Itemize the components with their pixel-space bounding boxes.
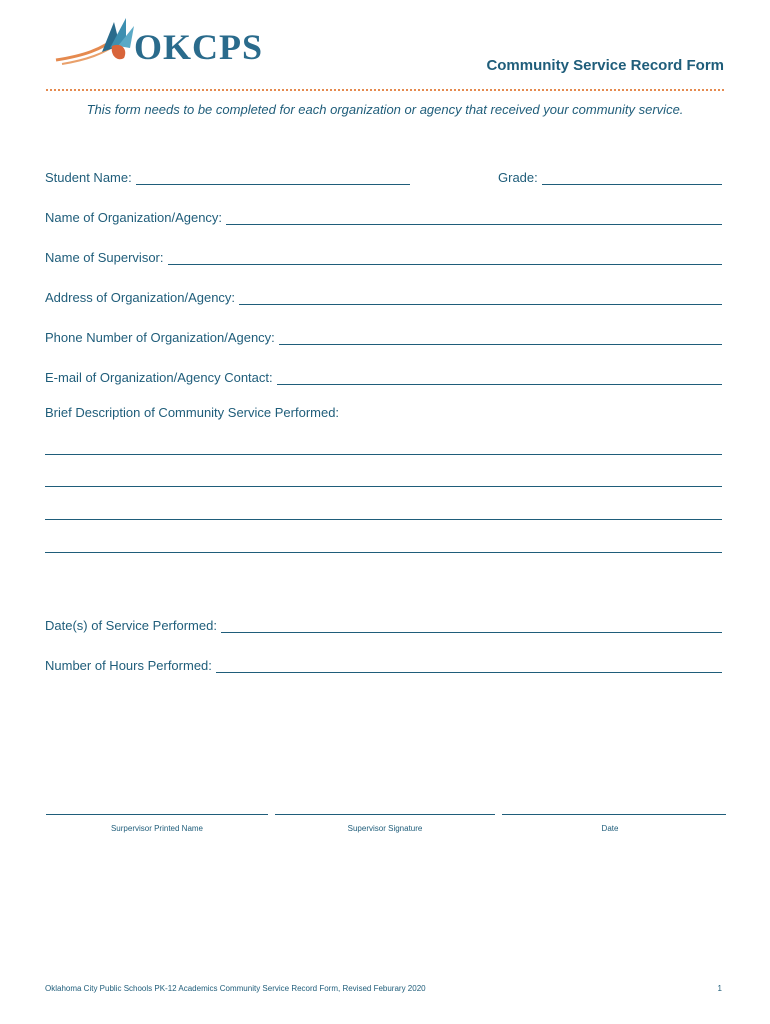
organization-email-input-line[interactable]	[277, 372, 722, 385]
organization-name-input-line[interactable]	[226, 212, 722, 225]
hours-performed-input-line[interactable]	[216, 660, 722, 673]
hours-performed-label: Number of Hours Performed:	[45, 658, 212, 673]
student-name-input-line[interactable]	[136, 172, 410, 185]
description-label: Brief Description of Community Service Performed:	[45, 405, 340, 420]
grade-field[interactable]	[498, 165, 722, 185]
organization-phone-label: Phone Number of Organization/Agency:	[45, 330, 275, 345]
date-line[interactable]	[502, 814, 726, 815]
organization-phone-input-line[interactable]	[279, 332, 722, 345]
header-divider	[46, 89, 724, 91]
student-name-field[interactable]	[45, 165, 410, 185]
dates-performed-input-line[interactable]	[221, 620, 722, 633]
organization-email-field[interactable]	[45, 365, 722, 385]
supervisor-name-input-line[interactable]	[168, 252, 723, 265]
bird-logo-icon	[52, 16, 142, 72]
form-instruction: This form needs to be completed for each organization or agency that received your community service.	[86, 102, 684, 117]
description-line-1[interactable]	[45, 454, 722, 455]
organization-address-input-line[interactable]	[239, 292, 722, 305]
organization-address-field[interactable]	[45, 285, 722, 305]
supervisor-signature-caption: Supervisor Signature	[347, 824, 423, 833]
supervisor-printed-name-line[interactable]	[46, 814, 268, 815]
organization-name-label: Name of Organization/Agency:	[45, 210, 223, 225]
page-number: 1	[717, 984, 722, 993]
form-title: Community Service Record Form	[486, 57, 724, 74]
date-caption: Date	[601, 824, 619, 833]
organization-email-label: E-mail of Organization/Agency Contact:	[45, 370, 273, 385]
organization-phone-field[interactable]	[45, 325, 722, 345]
grade-input-line[interactable]	[542, 172, 722, 185]
student-name-label: Student Name:	[45, 170, 132, 185]
footer-text: Oklahoma City Public Schools PK-12 Academics Community Service Record Form, Revised Feburary 2020	[45, 984, 426, 993]
supervisor-printed-name-caption: Surpervisor Printed Name	[110, 824, 204, 833]
dates-performed-label: Date(s) of Service Performed:	[45, 618, 217, 633]
supervisor-signature-line[interactable]	[275, 814, 495, 815]
hours-performed-field[interactable]	[45, 653, 722, 673]
supervisor-name-field[interactable]	[45, 245, 722, 265]
description-line-4[interactable]	[45, 552, 722, 553]
grade-label: Grade:	[498, 170, 538, 185]
dates-performed-field[interactable]	[45, 613, 722, 633]
organization-address-label: Address of Organization/Agency:	[45, 290, 236, 305]
logo-wordmark: OKCPS	[134, 27, 264, 67]
supervisor-name-label: Name of Supervisor:	[45, 250, 164, 265]
description-line-3[interactable]	[45, 519, 722, 520]
organization-name-field[interactable]	[45, 205, 722, 225]
description-line-2[interactable]	[45, 486, 722, 487]
